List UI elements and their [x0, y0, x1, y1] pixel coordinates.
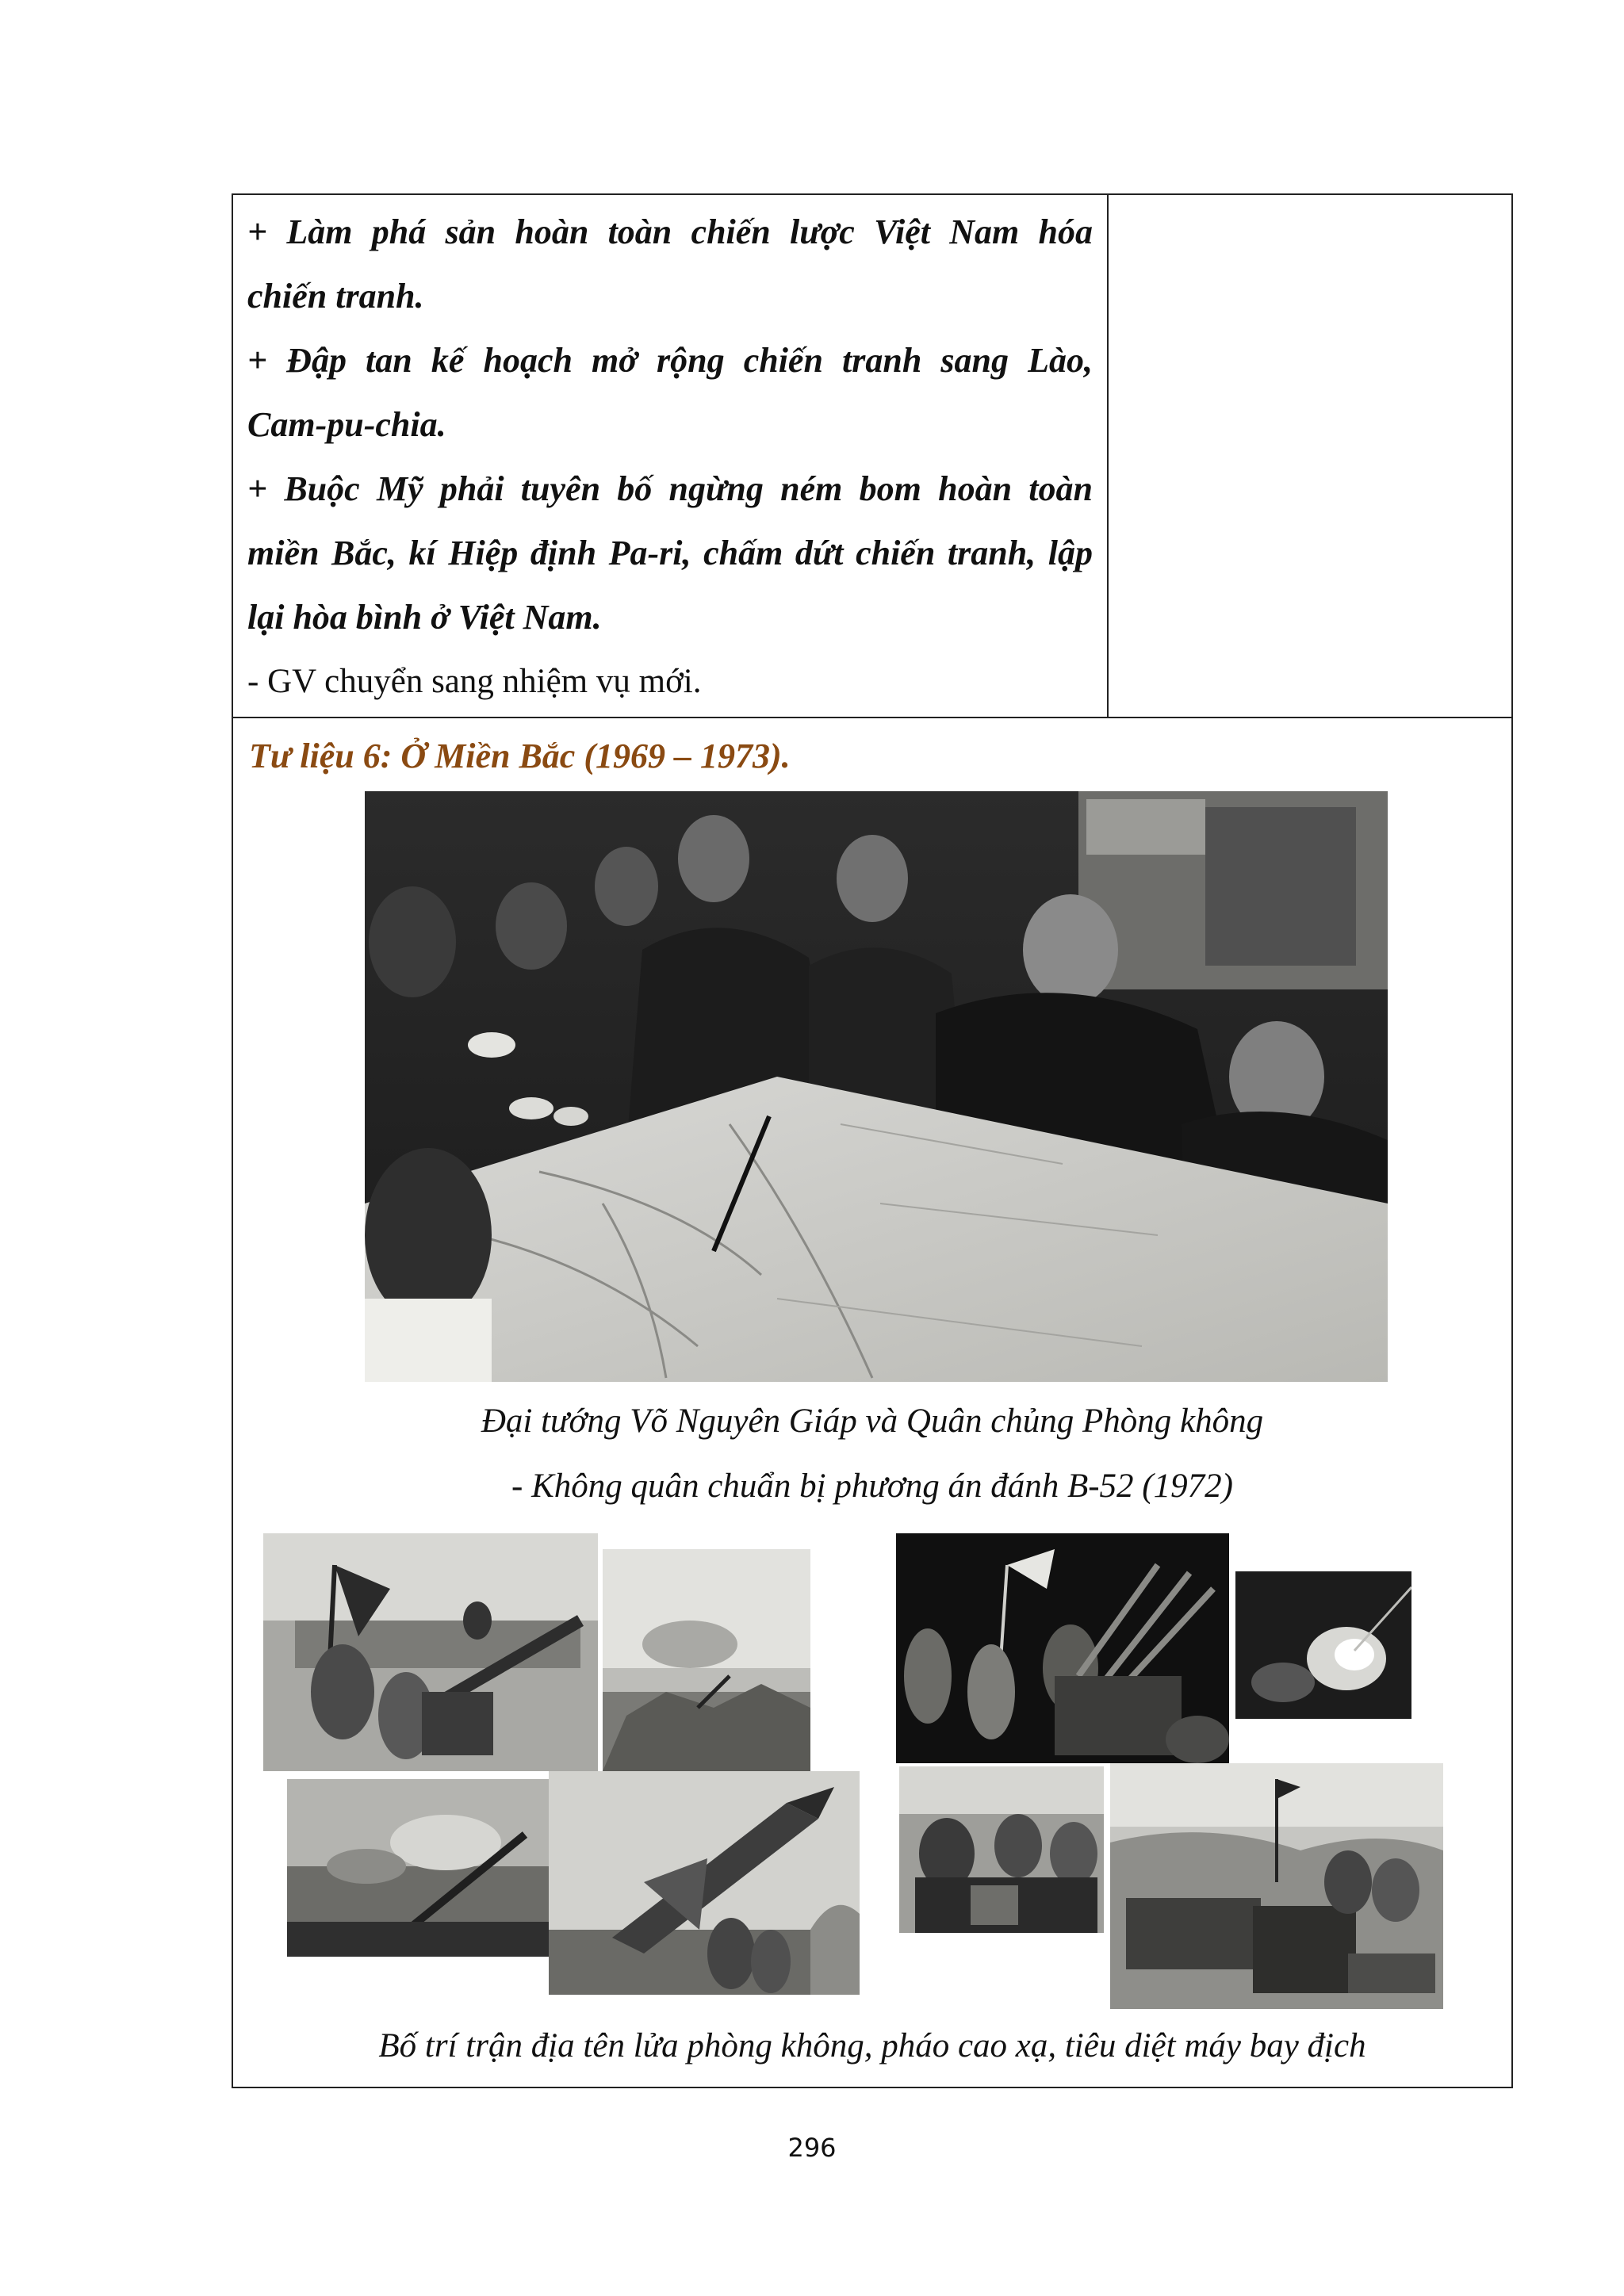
collage-caption: Bố trí trận địa tên lửa phòng không, pháo cao xạ, tiêu diệt máy bay địch [378, 2027, 1366, 2064]
bullet-line: chiến tranh. [247, 277, 424, 316]
collage-photo [899, 1766, 1104, 1933]
collage-photo [896, 1533, 1229, 1763]
main-photo-caption-line2: - Không quân chuẩn bị phương án đánh B-52 (1972) [511, 1468, 1233, 1505]
table-row [233, 195, 1511, 718]
section-title: Tư liệu 6: Ở Miền Bắc (1969 – 1973). [249, 737, 791, 775]
content-table [232, 193, 1513, 2088]
bullet-line: miền Bắc, kí Hiệp định Pa-ri, chấm dứt chiến tranh, lập [247, 534, 1093, 572]
collage-photo [1110, 1763, 1443, 2009]
bullet-line: + Buộc Mỹ phải tuyên bố ngừng ném bom hoàn toàn [247, 469, 1093, 508]
bullet-line: + Đập tan kế hoạch mở rộng chiến tranh sang Lào, [247, 341, 1093, 380]
collage-photo [287, 1779, 549, 1957]
main-photo-caption-line1: Đại tướng Võ Nguyên Giáp và Quân chủng Phòng không [481, 1402, 1264, 1440]
page-number: 296 [787, 2133, 837, 2163]
collage-photo [549, 1771, 860, 1995]
bullet-line: lại hòa bình ở Việt Nam. [247, 598, 602, 637]
table-cell-empty [1109, 195, 1511, 717]
collage-photo [263, 1533, 598, 1771]
table-row [233, 718, 1511, 2087]
table-cell-content [233, 195, 1109, 717]
main-photo [365, 791, 1388, 1382]
bullet-line: + Làm phá sản hoàn toàn chiến lược Việt Nam hóa [247, 212, 1093, 251]
collage-photo [603, 1549, 810, 1771]
collage-photo [1235, 1571, 1411, 1719]
bullet-line: Cam-pu-chia. [247, 405, 446, 444]
teacher-note: - GV chuyển sang nhiệm vụ mới. [247, 663, 702, 700]
